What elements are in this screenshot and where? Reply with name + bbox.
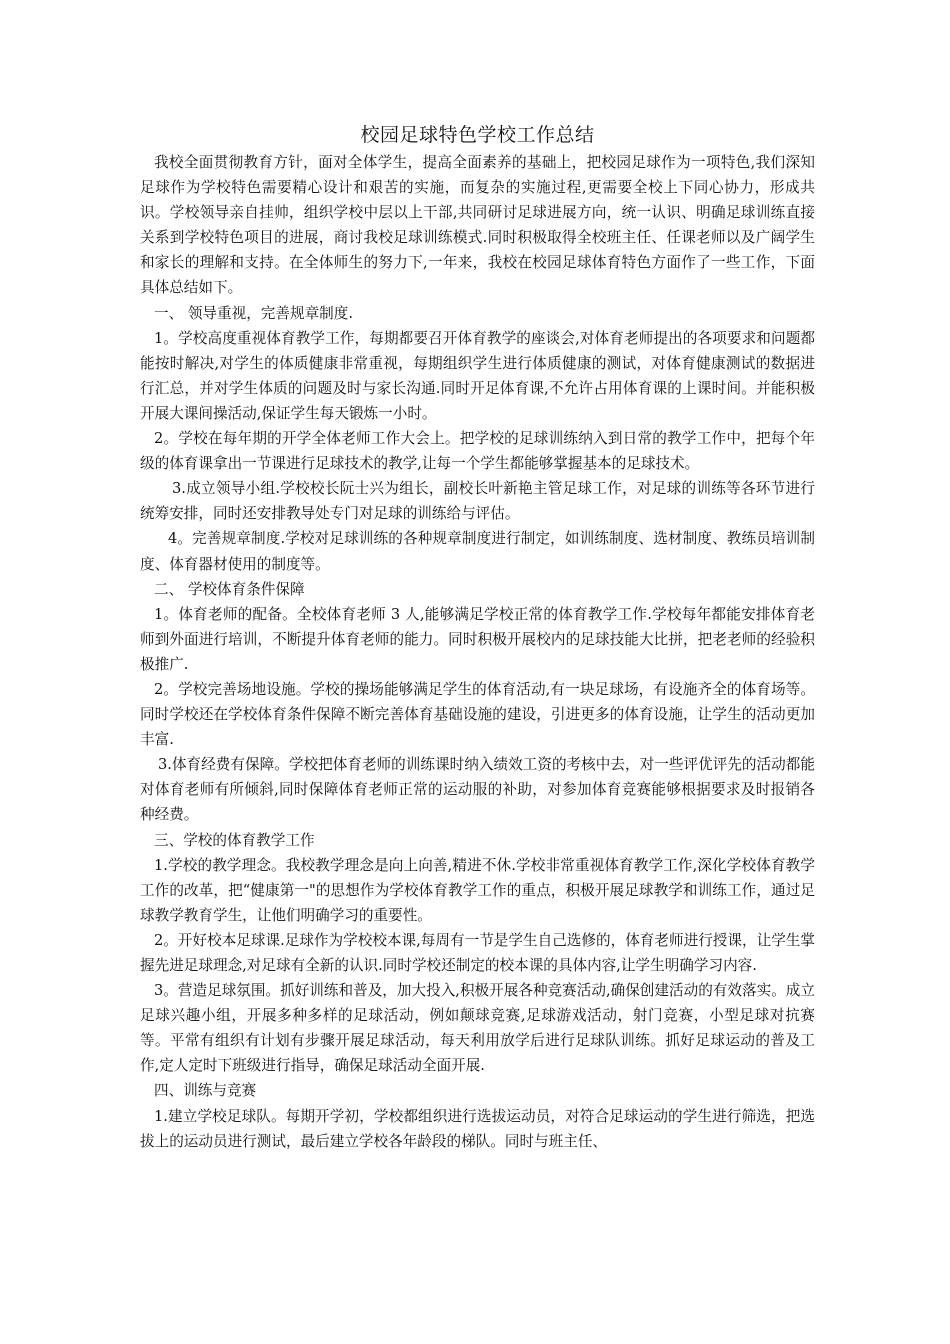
section-item: 1.建立学校足球队。每期开学初，学校都组织进行选拔运动员，对符合足球运动的学生进行筛选，把选拔上的运动员进行测试，最后建立学校各年龄段的梯队。同时与班主任、 <box>140 1107 815 1150</box>
section-item: 2。学校在每年期的开学全体老师工作大会上。把学校的足球训练纳入到日常的教学工作中，把每个年级的体育课拿出一节课进行足球技术的教学,让每一个学生都能够掌握基本的足球技术。 <box>140 430 815 473</box>
section-heading: 一、 领导重视，完善规章制度. <box>154 304 353 322</box>
document-title: 校园足球特色学校工作总结 <box>360 124 595 146</box>
section-1 <box>140 301 815 577</box>
intro-paragraph: 我校全面贯彻教育方针，面对全体学生，提高全面素养的基础上，把校园足球作为一项特色,我们深知足球作为学校特色需要精心设计和艰苦的实施，而复杂的实施过程,更需要全校上下同心协力，形成共识。学校领导亲自挂帅，组织学校中层以上干部,共同研讨足球进展方向，统一认识、明确足球训练直接关系到学校特色项目的进展，商讨我校足球训练模式.同时积极取得全校班主任、任课老师以及广阔学生和家长的理解和支持。在全体师生的努力下,一年来，我校在校园足球体育特色方面作了一些工作，下面具体总结如下。 <box>140 154 815 297</box>
section-heading: 二、 学校体育条件保障 <box>154 580 305 598</box>
section-item: 3。营造足球氛围。抓好训练和普及，加大投入,积极开展各种竞赛活动,确保创建活动的有效落实。成立足球兴趣小组，开展多种多样的足球活动，例如颠球竞赛,足球游戏活动，射门竞赛，小型足球对抗赛等。平常有组织有计划有步骤开展足球活动，每天利用放学后进行足球队训练。抓好足球运动的普及工作,定人定时下班级进行指导，确保足球活动全面开展. <box>140 982 815 1075</box>
section-item: 2。学校完善场地设施。学校的操场能够满足学生的体育活动,有一块足球场，有设施齐全的体育场等。同时学校还在学校体育条件保障不断完善体育基础设施的建设，引进更多的体育设施，让学生的活动更加丰富. <box>140 680 815 749</box>
section-item: 3.成立领导小组.学校校长阮士兴为组长，副校长叶新艳主管足球工作，对足球的训练等各环节进行统筹安排，同时还安排教导处专门对足球的训练给与评估。 <box>140 480 815 523</box>
section-heading: 四、训练与竞赛 <box>154 1082 257 1100</box>
section-item: 3.体育经费有保障。学校把体育老师的训练课时纳入绩效工资的考核中去，对一些评优评先的活动都能对体育老师有所倾斜,同时保障体育老师正常的运动服的补助，对参加体育竞赛能够根据要求及时报销各种经费。 <box>140 756 815 824</box>
section-heading: 三、学校的体育教学工作 <box>154 831 315 849</box>
section-2 <box>140 577 815 828</box>
document-body <box>140 122 815 1154</box>
section-item: 1.学校的教学理念。我校教学理念是向上向善,精进不休.学校非常重视体育教学工作,深化学校体育教学工作的改革，把“健康第一"的思想作为学校体育教学工作的重点，积极开展足球教学和训练工作，通过足球教学教育学生，让他们明确学习的重要性。 <box>140 856 815 924</box>
section-4 <box>140 1078 815 1153</box>
section-3 <box>140 828 815 1079</box>
section-item: 4。完善规章制度.学校对足球训练的各种规章制度进行制定，如训练制度、选材制度、教练员培训制度、体育器材使用的制度等。 <box>140 530 815 573</box>
section-item: 2。开好校本足球课.足球作为学校校本课,每周有一节是学生自己选修的，体育老师进行授课，让学生掌握先进足球理念,对足球有全新的认识.同时学校还制定的校本课的具体内容,让学生明确学习内容. <box>140 931 815 974</box>
section-item: 1。学校高度重视体育教学工作，每期都要召开体育教学的座谈会,对体育老师提出的各项要求和问题都能按时解决,对学生的体质健康非常重视，每期组织学生进行体质健康的测试，对体育健康测试的数据进行汇总，并对学生体质的问题及时与家长沟通.同时开足体育课,不允许占用体育课的上课时间。并能积极开展大课间操活动,保证学生每天锻炼一小时。 <box>140 329 815 422</box>
section-item: 1。体育老师的配备。全校体育老师 3 人,能够满足学校正常的体育教学工作.学校每年都能安排体育老师到外面进行培训，不断提升体育老师的能力。同时积极开展校内的足球技能大比拼，把老老师的经验积极推广. <box>140 605 815 673</box>
